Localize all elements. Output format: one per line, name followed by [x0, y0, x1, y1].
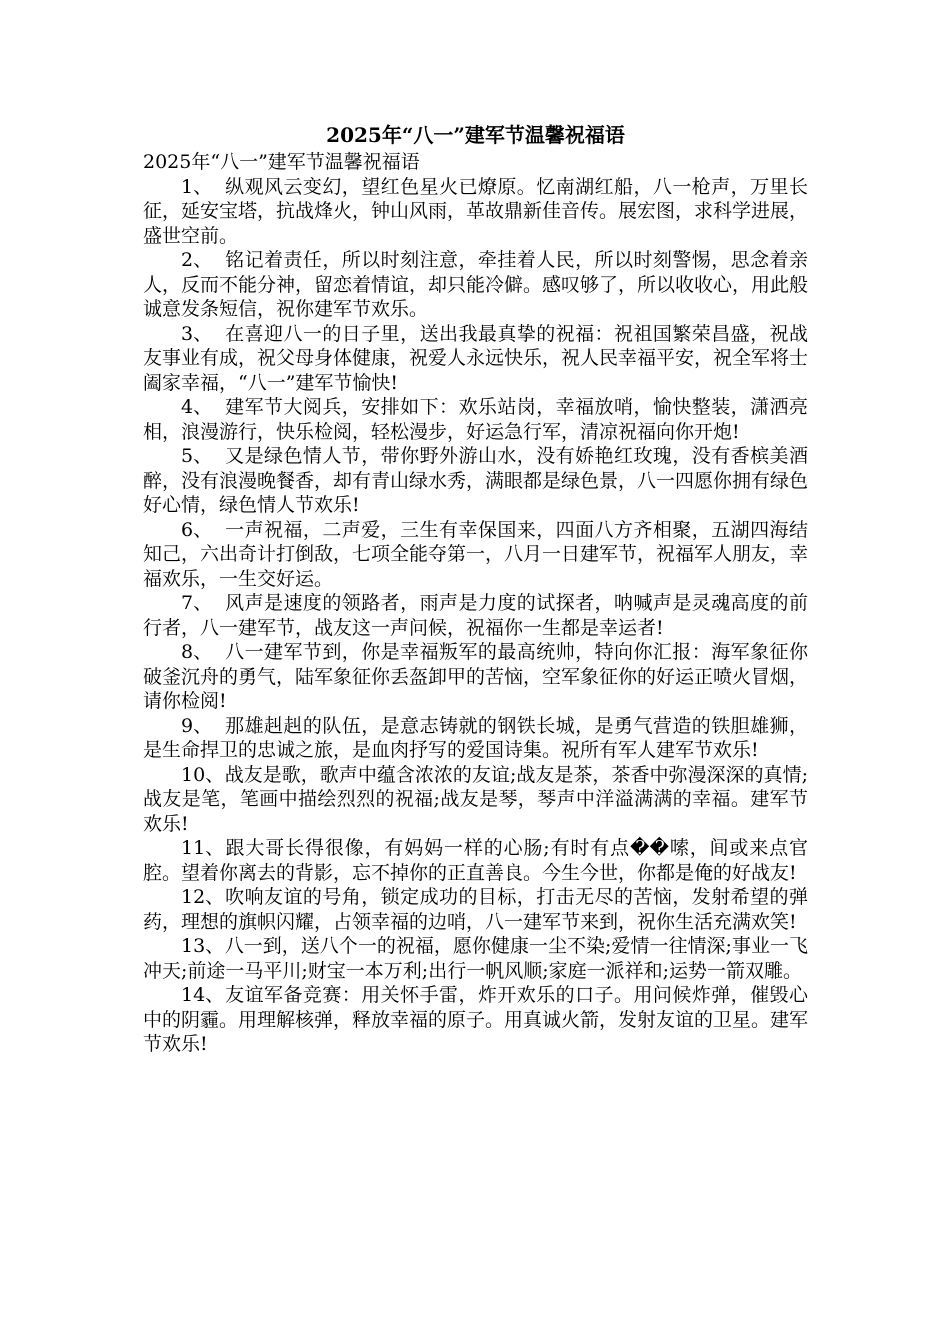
paragraph-text: 友谊军备竞赛：用关怀手雷，炸开欢乐的口子。用问候炸弹，催毁心中的阴霾。用理解核弹，释放幸福的原子。用真诚火箭，发射友谊的卫星。建军节欢乐! — [143, 984, 809, 1055]
paragraph-text: 建军节大阅兵，安排如下：欢乐站岗，幸福放哨，愉快整装，潇洒亮相，浪漫游行，快乐检阅，轻松漫步，好运急行军，清凉祝福向你开炮! — [143, 396, 808, 443]
paragraph-number: 10、 — [181, 763, 225, 786]
paragraph-text: 八一建军节到，你是幸福叛军的最高统帅，特向你汇报：海军象征你破釜沉舟的勇气，陆军象征你丢盔卸甲的苦恼，空军象征你的好运正喷火冒烟，请你检阅! — [143, 641, 809, 712]
paragraph-number: 3、 — [181, 322, 213, 345]
wish-paragraph — [143, 763, 808, 837]
paragraph-text: 那雄赳赳的队伍，是意志铸就的钢铁长城，是勇气营造的铁胆雄狮，是生命捍卫的忠诚之旅，是血肉抒写的爱国诗集。祝所有军人建军节欢乐! — [143, 714, 808, 761]
paragraph-number: 12、 — [181, 886, 225, 908]
paragraph-text: 吹响友谊的号角，锁定成功的目标，打击无尽的苦恼，发射希望的弹药，理想的旗帜闪耀，占领幸福的边哨，八一建军节来到，祝你生活充满欢笑! — [143, 886, 808, 933]
paragraph-number: 2、 — [181, 249, 213, 271]
paragraph-number: 9、 — [181, 714, 213, 737]
wish-paragraph — [143, 885, 808, 934]
paragraph-number: 13、 — [181, 935, 225, 957]
paragraph-text: 风声是速度的领路者，雨声是力度的试探者，呐喊声是灵魂高度的前行者，八一建军节，战友这一声问候，祝福你一生都是幸运者! — [143, 592, 808, 639]
paragraph-text: 又是绿色情人节，带你野外游山水，没有娇艳红玫瑰，没有香槟美酒醉，没有浪漫晚餐香，却有青山绿水秀，满眼都是绿色景，八一四愿你拥有绿色好心情，绿色情人节欢乐! — [143, 445, 809, 516]
paragraph-list — [143, 175, 808, 1057]
paragraph-text: 八一到，送八个一的祝福，愿你健康一尘不染;爱情一往情深;事业一飞冲天;前途一马平川;财宝一本万利;出行一帆风顺;家庭一派祥和;运势一箭双雕。 — [143, 935, 808, 982]
document-subtitle: 2025年“八一”建军节温馨祝福语 — [143, 151, 420, 173]
wish-paragraph — [143, 248, 808, 322]
paragraph-text: 一声祝福，二声爱，三生有幸保国来，四面八方齐相聚，五湖四海结知己，六出奇计打倒敌，七项全能夺第一，八月一日建军节，祝福军人朋友，幸福欢乐，一生交好运。 — [143, 518, 809, 590]
wish-paragraph — [143, 714, 808, 763]
wish-paragraph — [143, 322, 808, 396]
paragraph-number: 7、 — [181, 592, 213, 614]
wish-paragraph — [143, 444, 808, 518]
wish-paragraph — [143, 395, 808, 444]
paragraph-text: 纵观风云变幻，望红色星火已燎原。忆南湖红船，八一枪声，万里长征，延安宝塔，抗战烽火，钟山风雨，革故鼎新佳音传。展宏图，求科学进展，盛世空前。 — [143, 175, 809, 247]
wish-paragraph — [143, 518, 808, 592]
paragraph-number: 8、 — [181, 641, 213, 663]
paragraph-number: 11、 — [181, 837, 225, 859]
paragraph-number: 4、 — [181, 396, 213, 418]
document-title: 2025年“八一”建军节温馨祝福语 — [326, 123, 625, 147]
paragraph-number: 5、 — [181, 445, 213, 467]
paragraph-text: 战友是歌，歌声中蕴含浓浓的友谊;战友是茶，茶香中弥漫深深的真情;战友是笔，笔画中描绘烈烈的祝福;战友是琴，琴声中洋溢满满的幸福。建军节欢乐! — [143, 763, 808, 835]
paragraph-text: 跟大哥长得很像，有妈妈一样的心肠;有时有点��嗦，间或来点官腔。望着你离去的背影，忘不掉你的正直善良。今生今世，你都是俺的好战友! — [143, 837, 808, 884]
paragraph-number: 14、 — [181, 984, 225, 1006]
paragraph-number: 1、 — [181, 175, 213, 198]
wish-paragraph — [143, 934, 808, 983]
wish-paragraph — [143, 591, 808, 640]
wish-paragraph — [143, 640, 808, 714]
wish-paragraph — [143, 175, 808, 249]
wish-paragraph — [143, 836, 808, 885]
paragraph-number: 6、 — [181, 518, 213, 541]
document-page — [143, 120, 808, 1057]
paragraph-text: 在喜迎八一的日子里，送出我最真挚的祝福：祝祖国繁荣昌盛，祝战友事业有成，祝父母身体健康，祝爱人永远快乐，祝人民幸福平安，祝全军将士阖家幸福，“八一”建军节愉快! — [143, 322, 809, 394]
paragraph-text: 铭记着责任，所以时刻注意，牵挂着人民，所以时刻警惕，思念着亲人，反而不能分神，留恋着情谊，却只能冷僻。感叹够了，所以收收心，用此般诚意发条短信，祝你建军节欢乐。 — [143, 249, 809, 320]
wish-paragraph — [143, 983, 808, 1057]
